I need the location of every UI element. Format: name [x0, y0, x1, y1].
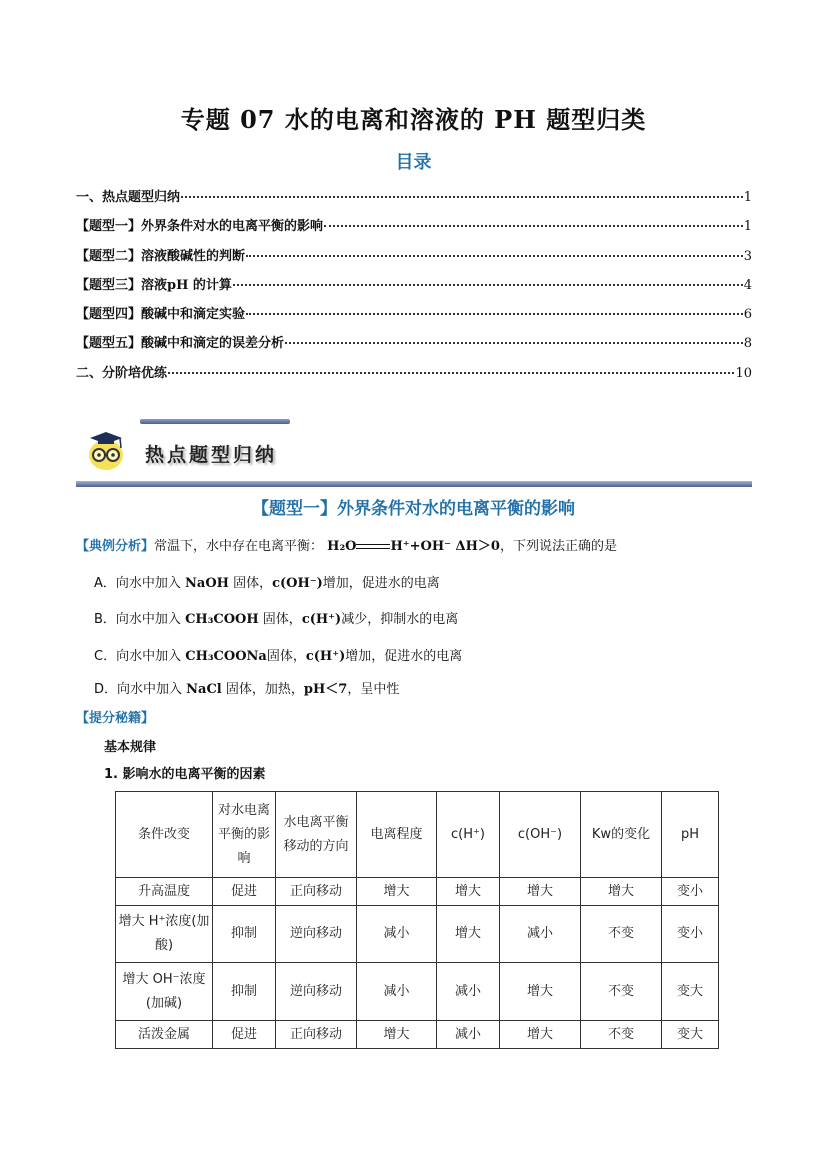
- table-cell: 增大: [500, 878, 581, 906]
- option-text: 向水中加入: [117, 682, 187, 697]
- rule-heading: 基本规律: [104, 740, 157, 755]
- option-chemical: NaOH: [185, 576, 229, 591]
- option-letter: C．: [94, 649, 117, 664]
- option-chemical: CH₃COONa: [185, 649, 267, 664]
- table-cell: 变大: [662, 963, 719, 1021]
- banner-top-bar: [140, 419, 290, 424]
- table-cell: 不变: [581, 1021, 662, 1049]
- equation-right: H⁺+OH⁻ ΔH＞0: [390, 539, 500, 554]
- table-row: [116, 963, 719, 1021]
- toc-page: 8: [743, 336, 752, 352]
- table-cell: 抑制: [213, 906, 276, 963]
- table-header-cell: c(OH⁻): [500, 792, 581, 878]
- equation-left: H₂O: [327, 539, 357, 554]
- toc-leader: [246, 313, 743, 315]
- toc-leader: [168, 372, 734, 374]
- table-cell: 不变: [581, 906, 662, 963]
- table-cell: 不变: [581, 963, 662, 1021]
- stem-tail: ，下列说法正确的是: [499, 539, 617, 554]
- factor-heading: 1. 影响水的电离平衡的因素: [104, 767, 266, 782]
- table-cell: 促进: [213, 1021, 276, 1049]
- toc-leader: [246, 255, 743, 257]
- option-text: 固体，: [258, 612, 302, 627]
- toc-label: 【题型一】外界条件对水的电离平衡的影响: [76, 219, 324, 235]
- table-cell: 减小: [437, 1021, 500, 1049]
- option-letter: A．: [94, 576, 116, 591]
- table-cell: 增大 OH⁻浓度(加碱): [116, 963, 213, 1021]
- toc-entry[interactable]: [76, 186, 752, 215]
- table-cell: 抑制: [213, 963, 276, 1021]
- option-letter: D．: [94, 682, 118, 697]
- table-cell: 增大: [500, 963, 581, 1021]
- option-c[interactable]: [94, 645, 462, 664]
- table-header-row: [116, 792, 719, 878]
- table-header-cell: c(H⁺): [437, 792, 500, 878]
- table-row: [116, 1021, 719, 1049]
- table-cell: 逆向移动: [276, 963, 357, 1021]
- banner-bottom-bar: [76, 481, 752, 487]
- toc-page: 1: [743, 190, 752, 205]
- table-cell: 增大: [581, 878, 662, 906]
- option-text: 减少，抑制水的电离: [341, 612, 459, 627]
- toc-entry[interactable]: [76, 215, 752, 244]
- toc-leader: [181, 196, 743, 198]
- toc-page: 6: [743, 307, 752, 323]
- toc-page: 3: [743, 248, 752, 264]
- table-cell: 减小: [500, 906, 581, 963]
- scholar-mascot-icon: [84, 428, 128, 472]
- table-cell: 正向移动: [276, 1021, 357, 1049]
- table-row: [116, 906, 719, 963]
- table-cell: 减小: [437, 963, 500, 1021]
- option-text: 固体，: [266, 649, 306, 664]
- table-of-contents: [76, 186, 752, 391]
- toc-entry[interactable]: [76, 362, 752, 391]
- equilibrium-arrow-icon: [356, 542, 390, 552]
- toc-heading: 目录: [395, 152, 432, 173]
- toc-page: 4: [743, 277, 752, 293]
- table-header-cell: 电离程度: [357, 792, 437, 878]
- option-chemical: NaCl: [186, 682, 222, 697]
- toc-label: 【题型五】酸碱中和滴定的误差分析: [76, 336, 285, 352]
- question-stem: [76, 535, 617, 554]
- table-header-cell: Kw的变化: [581, 792, 662, 878]
- option-text: 向水中加入: [115, 612, 186, 627]
- tips-tag: 【提分秘籍】: [76, 711, 155, 726]
- table-cell: 促进: [213, 878, 276, 906]
- toc-label: 二、分阶培优练: [76, 365, 168, 381]
- table-cell: 变小: [662, 878, 719, 906]
- option-letter: B．: [94, 612, 116, 627]
- toc-label: 【题型四】酸碱中和滴定实验: [76, 307, 246, 323]
- option-text: 固体，: [228, 576, 273, 591]
- banner-title: 热点题型归纳: [145, 444, 278, 466]
- toc-label: 【题型二】溶液酸碱性的判断: [76, 248, 246, 264]
- option-text: ，呈中性: [347, 682, 400, 697]
- section-title: 【题型一】外界条件对水的电离平衡的影响: [252, 499, 575, 519]
- toc-leader: [233, 284, 743, 286]
- table-cell: 正向移动: [276, 878, 357, 906]
- table-cell: 增大: [500, 1021, 581, 1049]
- table-cell: 升高温度: [116, 878, 213, 906]
- table-cell: 减小: [357, 906, 437, 963]
- table-header-cell: 条件改变: [116, 792, 213, 878]
- option-text: 向水中加入: [116, 649, 186, 664]
- option-d[interactable]: [94, 678, 399, 697]
- table-cell: 增大: [357, 878, 437, 906]
- toc-label: 一、热点题型归纳: [76, 190, 181, 205]
- table-cell: 减小: [357, 963, 437, 1021]
- table-cell: 变大: [662, 1021, 719, 1049]
- example-tag: 【典例分析】: [76, 539, 155, 554]
- table-cell: 活泼金属: [116, 1021, 213, 1049]
- option-text: 增加，促进水的电离: [345, 649, 463, 664]
- toc-leader: [324, 225, 743, 227]
- toc-page: 10: [735, 365, 752, 381]
- toc-entry[interactable]: [76, 274, 752, 303]
- option-concentration: pH＜7: [303, 682, 348, 697]
- option-text: 向水中加入: [115, 576, 186, 591]
- table-cell: 逆向移动: [276, 906, 357, 963]
- toc-entry[interactable]: [76, 303, 752, 332]
- toc-entry[interactable]: [76, 245, 752, 274]
- table-header-cell: pH: [662, 792, 719, 878]
- table-header-cell: 对水电离平衡的影响: [213, 792, 276, 878]
- table-cell: 增大: [437, 906, 500, 963]
- option-concentration: c(H⁺): [305, 649, 346, 664]
- option-a[interactable]: [94, 572, 440, 591]
- table-cell: 增大: [357, 1021, 437, 1049]
- option-chemical: CH₃COOH: [185, 612, 259, 627]
- toc-page: 1: [743, 219, 752, 235]
- table-row: [116, 878, 719, 906]
- option-concentration: c(OH⁻): [272, 576, 323, 591]
- toc-label: 【题型三】溶液pH 的计算: [76, 277, 232, 293]
- table-cell: 变小: [662, 906, 719, 963]
- table-cell: 增大: [437, 878, 500, 906]
- table-header-cell: 水电离平衡移动的方向: [276, 792, 357, 878]
- toc-leader: [285, 342, 743, 344]
- toc-entry[interactable]: [76, 332, 752, 361]
- document-title: 专题 07 水的电离和溶液的 PH 题型归类: [180, 105, 647, 134]
- stem-text: 常温下，水中存在电离平衡：: [154, 539, 324, 554]
- option-text: 固体，加热，: [221, 682, 304, 697]
- option-b[interactable]: [94, 608, 458, 627]
- table-cell: 增大 H⁺浓度(加酸): [116, 906, 213, 963]
- option-text: 增加，促进水的电离: [322, 576, 440, 591]
- factors-table: [115, 791, 719, 1049]
- option-concentration: c(H⁺): [301, 612, 342, 627]
